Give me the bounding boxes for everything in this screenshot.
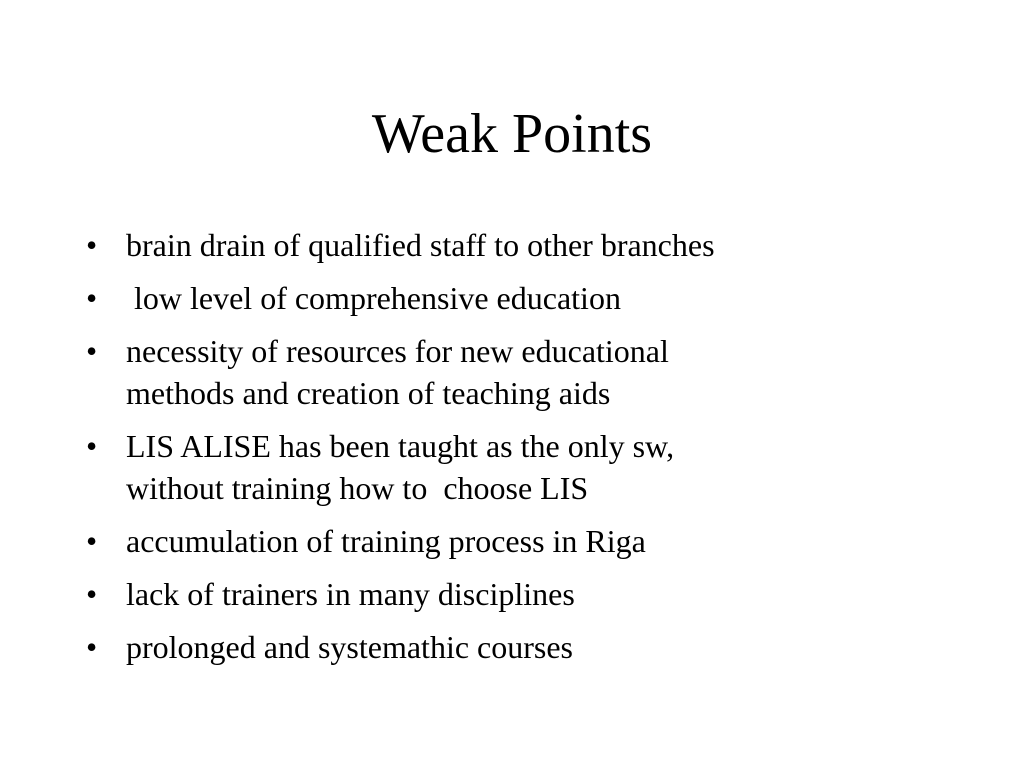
bullet-icon: • bbox=[86, 428, 98, 464]
bullet-text: low level of comprehensive education bbox=[126, 280, 621, 316]
bullet-icon: • bbox=[86, 629, 98, 665]
bullet-text: lack of trainers in many disciplines bbox=[126, 576, 575, 612]
bullet-text: necessity of resources for new educational methods and creation of teaching aids bbox=[126, 333, 669, 411]
bullet-icon: • bbox=[86, 333, 98, 369]
bullet-icon: • bbox=[86, 576, 98, 612]
slide-title: Weak Points bbox=[371, 103, 653, 165]
bullet-item bbox=[86, 277, 946, 319]
bullet-icon: • bbox=[86, 523, 98, 559]
bullet-item bbox=[86, 330, 946, 414]
bullet-text: prolonged and systemathic courses bbox=[126, 629, 573, 665]
bullet-item bbox=[86, 573, 946, 615]
bullet-item bbox=[86, 520, 946, 562]
bullet-item bbox=[86, 425, 946, 509]
bullet-item bbox=[86, 626, 946, 668]
bullet-text: LIS ALISE has been taught as the only sw, without training how to choose LIS bbox=[126, 428, 675, 506]
bullet-item bbox=[86, 224, 946, 266]
bullet-list bbox=[86, 224, 946, 679]
bullet-text: brain drain of qualified staff to other branches bbox=[126, 227, 715, 263]
bullet-icon: • bbox=[86, 280, 98, 316]
bullet-icon: • bbox=[86, 227, 98, 263]
bullet-text: accumulation of training process in Riga bbox=[126, 523, 646, 559]
